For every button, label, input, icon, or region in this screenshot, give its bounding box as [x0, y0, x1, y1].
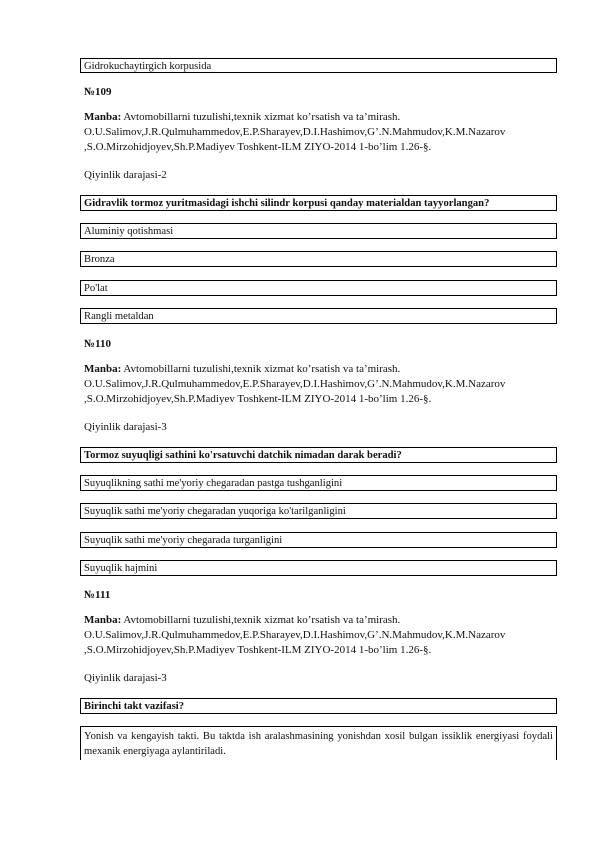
question-text: Gidravlik tormoz yuritmasidagi ishchi silindr korpusi qanday materialdan tayyorlangan? [80, 195, 557, 211]
source-label: Manba: [84, 363, 122, 375]
question-source [80, 362, 560, 407]
source-authors: O.U.Salimov,J.R.Qulmuhammedov,E.P.Sharayev,D.I.Hashimov,G’.N.Mahmudov,K.M.Nazarov [84, 126, 506, 138]
source-title: Avtomobillarni tuzulishi,texnik xizmat ko’rsatish va ta’mirash. [121, 614, 401, 626]
question-source [80, 110, 560, 155]
question-source [80, 613, 560, 658]
source-authors: O.U.Salimov,J.R.Qulmuhammedov,E.P.Sharayev,D.I.Hashimov,G’.N.Mahmudov,K.M.Nazarov [84, 629, 506, 641]
question-number: №109 [84, 86, 112, 98]
answer-paragraph: Yonish va kengayish takti. Bu taktda ish aralashmasining yonishdan xosil bulgan issiklik energiyasi foydali mexanik energiyaga aylantiriladi. [80, 726, 557, 760]
source-label: Manba: [84, 614, 122, 626]
answer-option: Po'lat [80, 280, 557, 296]
source-publisher: ,S.O.Mirzohidjoyev,Sh.P.Madiyev Toshkent-ILM ZIYO-2014 1-bo’lim 1.26-§. [84, 393, 432, 405]
question-number: №110 [84, 338, 111, 350]
answer-option: Suyuqlik sathi me'yoriy chegarada turganligini [80, 532, 557, 548]
source-publisher: ,S.O.Mirzohidjoyev,Sh.P.Madiyev Toshkent-ILM ZIYO-2014 1-bo’lim 1.26-§. [84, 644, 432, 656]
answer-option: Gidrokuchaytirgich korpusida [80, 58, 557, 73]
source-publisher: ,S.O.Mirzohidjoyev,Sh.P.Madiyev Toshkent-ILM ZIYO-2014 1-bo’lim 1.26-§. [84, 141, 432, 153]
source-label: Manba: [84, 111, 122, 123]
question-text: Birinchi takt vazifasi? [80, 698, 557, 714]
difficulty-level: Qiyinlik darajasi-3 [84, 421, 167, 433]
difficulty-level: Qiyinlik darajasi-3 [84, 672, 167, 684]
source-title: Avtomobillarni tuzulishi,texnik xizmat ko’rsatish va ta’mirash. [121, 363, 401, 375]
source-authors: O.U.Salimov,J.R.Qulmuhammedov,E.P.Sharayev,D.I.Hashimov,G’.N.Mahmudov,K.M.Nazarov [84, 378, 506, 390]
answer-option: Rangli metaldan [80, 308, 557, 324]
source-title: Avtomobillarni tuzulishi,texnik xizmat ko’rsatish va ta’mirash. [121, 111, 401, 123]
answer-option: Suyuqlikning sathi me'yoriy chegaradan pastga tushganligini [80, 475, 557, 491]
difficulty-level: Qiyinlik darajasi-2 [84, 169, 167, 181]
answer-option: Aluminiy qotishmasi [80, 223, 557, 239]
answer-option: Suyuqlik hajmini [80, 560, 557, 576]
question-number: №111 [84, 589, 111, 601]
answer-option: Suyuqlik sathi me'yoriy chegaradan yuqoriga ko'tarilganligini [80, 503, 557, 519]
question-text: Tormoz suyuqligi sathini ko'rsatuvchi datchik nimadan darak beradi? [80, 447, 557, 463]
answer-option: Bronza [80, 251, 557, 267]
